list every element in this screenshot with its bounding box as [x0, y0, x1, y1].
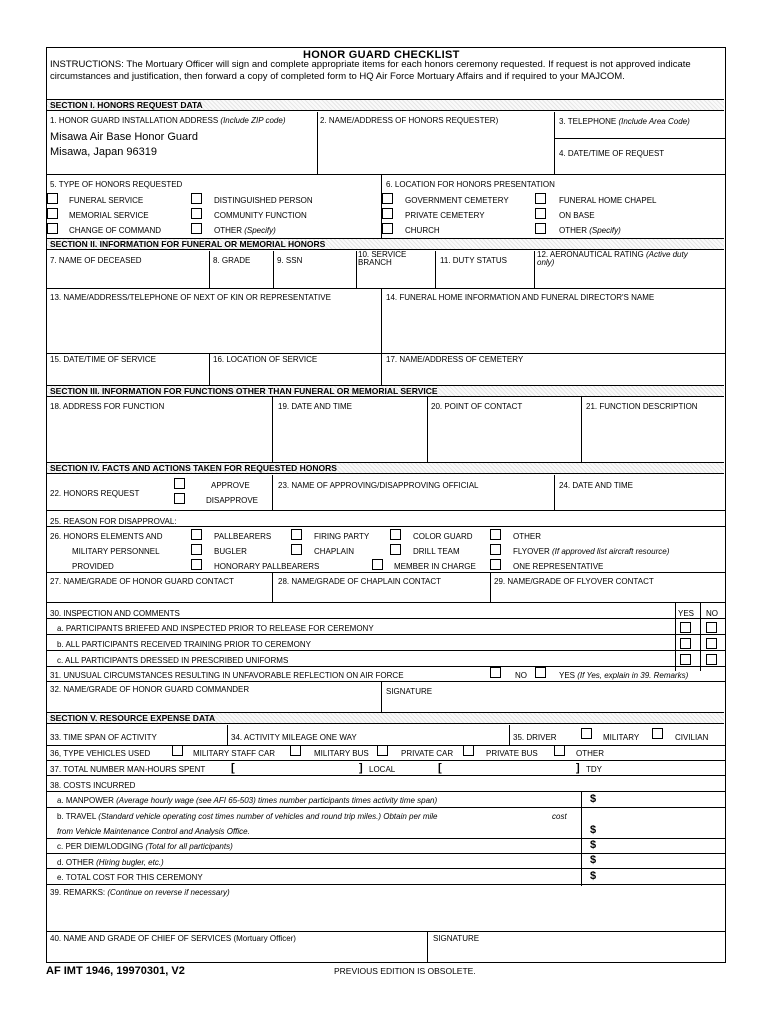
approve-label: APPROVE	[211, 481, 250, 490]
field-12-label: 12. AERONAUTICAL RATING (Active duty only)	[537, 250, 688, 267]
government-cemetery-checkbox[interactable]	[382, 193, 393, 204]
flyover-label: FLYOVER (If approved list aircraft resource)	[513, 547, 670, 556]
unusual-no-label: NO	[515, 671, 527, 680]
field-15-label: 15. DATE/TIME OF SERVICE	[50, 355, 156, 364]
field-38e-label: e. TOTAL COST FOR THIS CEREMONY	[57, 873, 203, 882]
firing-party-checkbox[interactable]	[291, 529, 302, 540]
community-function-checkbox[interactable]	[191, 208, 202, 219]
unusual-yes-checkbox[interactable]	[535, 667, 546, 678]
private-bus-label: PRIVATE BUS	[486, 749, 538, 758]
per-diem-dollar: $	[590, 839, 597, 851]
unusual-yes-label: YES (If Yes, explain in 39. Remarks)	[559, 671, 689, 680]
field-40-label: 40. NAME AND GRADE OF CHIEF OF SERVICES (Mortuary Officer)	[50, 934, 296, 943]
change-of-command-checkbox[interactable]	[47, 223, 58, 234]
on-base-checkbox[interactable]	[535, 208, 546, 219]
private-cemetery-checkbox[interactable]	[382, 208, 393, 219]
field-16-label: 16. LOCATION OF SERVICE	[213, 355, 318, 364]
field-30c-label: c. ALL PARTICIPANTS DRESSED IN PRESCRIBED UNIFORMS	[57, 656, 289, 665]
30a-yes-checkbox[interactable]	[680, 622, 691, 633]
field-31-label: 31. UNUSUAL CIRCUMSTANCES RESULTING IN UNFAVORABLE REFLECTION ON AIR FORCE	[50, 671, 404, 680]
section-1-header	[47, 99, 724, 111]
other-vehicle-checkbox[interactable]	[554, 745, 565, 756]
private-car-checkbox[interactable]	[377, 745, 388, 756]
flyover-checkbox[interactable]	[490, 544, 501, 555]
field-30b-label: b. ALL PARTICIPANTS RECEIVED TRAINING PRIOR TO CEREMONY	[57, 640, 311, 649]
field-38c-label: c. PER DIEM/LODGING (Total for all participants)	[57, 842, 233, 851]
field-18-label: 18. ADDRESS FOR FUNCTION	[50, 402, 165, 411]
field-24-label: 24. DATE AND TIME	[559, 481, 633, 490]
field-38d-label: d. OTHER (Hiring bugler, etc.)	[57, 858, 164, 867]
section-2-header	[47, 238, 724, 250]
field-38b-note2: from Vehicle Maintenance Control and Analysis Office.	[57, 827, 250, 836]
government-cemetery-label: GOVERNMENT CEMETERY	[405, 196, 509, 205]
section-5-header	[47, 712, 724, 724]
driver-military-checkbox[interactable]	[581, 728, 592, 739]
section-3-header	[47, 385, 724, 397]
section-3-title: SECTION III. INFORMATION FOR FUNCTIONS OTHER THAN FUNERAL OR MEMORIAL SERVICE	[50, 386, 438, 396]
no-column-header: NO	[706, 609, 718, 618]
private-car-label: PRIVATE CAR	[401, 749, 454, 758]
disapprove-checkbox[interactable]	[174, 493, 185, 504]
chief-signature-label: SIGNATURE	[433, 934, 480, 943]
funeral-service-checkbox[interactable]	[47, 193, 58, 204]
military-bus-checkbox[interactable]	[290, 745, 301, 756]
yes-column-header: YES	[678, 609, 695, 618]
private-bus-checkbox[interactable]	[463, 745, 474, 756]
form-title: HONOR GUARD CHECKLIST	[303, 49, 460, 61]
section-4-title: SECTION IV. FACTS AND ACTIONS TAKEN FOR REQUESTED HONORS	[50, 463, 337, 473]
manpower-dollar: $	[590, 793, 597, 805]
change-of-command-label: CHANGE OF COMMAND	[69, 226, 161, 235]
field-7-label: 7. NAME OF DECEASED	[50, 256, 142, 265]
obsolete-notice: PREVIOUS EDITION IS OBSOLETE.	[334, 966, 476, 976]
field-9-label: 9. SSN	[277, 256, 303, 265]
firing-party-label: FIRING PARTY	[314, 532, 370, 541]
member-in-charge-label: MEMBER IN CHARGE	[394, 562, 476, 571]
approve-checkbox[interactable]	[174, 478, 185, 489]
pallbearers-checkbox[interactable]	[191, 529, 202, 540]
disapprove-label: DISAPPROVE	[206, 496, 259, 505]
field-38b-label: b. TRAVEL (Standard vehicle operating cost times number of vehicles and round trip miles.) Obtain per mile	[57, 812, 438, 821]
30a-no-checkbox[interactable]	[706, 622, 717, 633]
field-5-label: 5. TYPE OF HONORS REQUESTED	[50, 180, 183, 189]
private-cemetery-label: PRIVATE CEMETERY	[405, 211, 485, 220]
field-33-label: 33. TIME SPAN OF ACTIVITY	[50, 733, 157, 742]
color-guard-label: COLOR GUARD	[413, 532, 473, 541]
tdy-bracket-open: [	[438, 762, 442, 774]
other-element-label: OTHER	[513, 532, 541, 541]
field-38-label: 38. COSTS INCURRED	[50, 781, 136, 790]
tdy-bracket-close: ]	[576, 762, 580, 774]
distinguished-person-checkbox[interactable]	[191, 193, 202, 204]
field-13-label: 13. NAME/ADDRESS/TELEPHONE OF NEXT OF KIN OR REPRESENTATIVE	[50, 293, 331, 302]
other-location-label: OTHER (Specify)	[559, 226, 621, 235]
one-representative-label: ONE REPRESENTATIVE	[513, 562, 604, 571]
memorial-service-checkbox[interactable]	[47, 208, 58, 219]
field-23-label: 23. NAME OF APPROVING/DISAPPROVING OFFICIAL	[278, 481, 479, 490]
drill-team-label: DRILL TEAM	[413, 547, 460, 556]
memorial-service-label: MEMORIAL SERVICE	[69, 211, 149, 220]
field-11-label: 11. DUTY STATUS	[440, 256, 507, 265]
drill-team-checkbox[interactable]	[390, 544, 401, 555]
military-staff-car-checkbox[interactable]	[172, 745, 183, 756]
tdy-label: TDY	[586, 765, 602, 774]
30c-yes-checkbox[interactable]	[680, 654, 691, 665]
bugler-checkbox[interactable]	[191, 544, 202, 555]
honor-guard-checklist-form	[46, 47, 726, 963]
other-element-checkbox[interactable]	[490, 529, 501, 540]
one-representative-checkbox[interactable]	[490, 559, 501, 570]
funeral-service-label: FUNERAL SERVICE	[69, 196, 144, 205]
30b-yes-checkbox[interactable]	[680, 638, 691, 649]
field-38b-cost: cost	[552, 812, 567, 821]
local-bracket-close: ]	[359, 762, 363, 774]
section-2-title: SECTION II. INFORMATION FOR FUNERAL OR MEMORIAL HONORS	[50, 239, 326, 249]
honorary-pallbearers-label: HONORARY PALLBEARERS	[214, 562, 320, 571]
chaplain-checkbox[interactable]	[291, 544, 302, 555]
instructions: INSTRUCTIONS: The Mortuary Officer will sign and complete appropriate items for each honors ceremony requested. If request is not approved indicate circumstances and justification, then forward a copy of completed form to HQ Air Force Mortuary Affairs and if required to your MAJCOM.	[50, 59, 691, 82]
color-guard-checkbox[interactable]	[390, 529, 401, 540]
church-label: CHURCH	[405, 226, 440, 235]
funeral-home-chapel-checkbox[interactable]	[535, 193, 546, 204]
unusual-no-checkbox[interactable]	[490, 667, 501, 678]
chaplain-label: CHAPLAIN	[314, 547, 355, 556]
military-bus-label: MILITARY BUS	[314, 749, 369, 758]
field-6-label: 6. LOCATION FOR HONORS PRESENTATION	[386, 180, 555, 189]
community-function-label: COMMUNITY FUNCTION	[214, 211, 307, 220]
field-4-label: 4. DATE/TIME OF REQUEST	[559, 149, 665, 158]
30c-no-checkbox[interactable]	[706, 654, 717, 665]
field-8-label: 8. GRADE	[213, 256, 251, 265]
driver-civilian-checkbox[interactable]	[652, 728, 663, 739]
field-26-label-line2: MILITARY PERSONNEL	[72, 547, 160, 556]
other-honors-checkbox[interactable]	[191, 223, 202, 234]
on-base-label: ON BASE	[559, 211, 595, 220]
driver-military-label: MILITARY	[603, 733, 640, 742]
field-35-label: 35. DRIVER	[513, 733, 557, 742]
field-29-label: 29. NAME/GRADE OF FLYOVER CONTACT	[494, 577, 654, 586]
section-4-header	[47, 462, 724, 474]
other-cost-dollar: $	[590, 854, 597, 866]
field-34-label: 34. ACTIVITY MILEAGE ONE WAY	[231, 733, 357, 742]
form-id: AF IMT 1946, 19970301, V2	[46, 965, 185, 977]
other-vehicle-label: OTHER	[576, 749, 604, 758]
field-20-label: 20. POINT OF CONTACT	[431, 402, 523, 411]
local-label: LOCAL	[369, 765, 396, 774]
field-22-label: 22. HONORS REQUEST	[50, 489, 140, 498]
travel-dollar: $	[590, 824, 597, 836]
field-25-label: 25. REASON FOR DISAPPROVAL:	[50, 517, 177, 526]
section-1-title: SECTION I. HONORS REQUEST DATA	[50, 100, 203, 110]
distinguished-person-label: DISTINGUISHED PERSON	[214, 196, 313, 205]
total-cost-dollar: $	[590, 870, 597, 882]
field-28-label: 28. NAME/GRADE OF CHAPLAIN CONTACT	[278, 577, 441, 586]
field-30-label: 30. INSPECTION AND COMMENTS	[50, 609, 180, 618]
field-27-label: 27. NAME/GRADE OF HONOR GUARD CONTACT	[50, 577, 234, 586]
other-honors-label: OTHER (Specify)	[214, 226, 276, 235]
member-in-charge-checkbox[interactable]	[372, 559, 383, 570]
field-3-label: 3. TELEPHONE (Include Area Code)	[559, 117, 690, 126]
field-36-label: 36, TYPE VEHICLES USED	[50, 749, 151, 758]
bugler-label: BUGLER	[214, 547, 247, 556]
other-location-checkbox[interactable]	[535, 223, 546, 234]
field-39-label: 39. REMARKS: (Continue on reverse if necessary)	[50, 888, 230, 897]
commander-signature-label: SIGNATURE	[386, 687, 433, 696]
church-checkbox[interactable]	[382, 223, 393, 234]
local-bracket-open: [	[231, 762, 235, 774]
field-21-label: 21. FUNCTION DESCRIPTION	[586, 402, 698, 411]
field-2-label: 2. NAME/ADDRESS OF HONORS REQUESTER)	[320, 116, 499, 125]
field-17-label: 17. NAME/ADDRESS OF CEMETERY	[386, 355, 524, 364]
pallbearers-label: PALLBEARERS	[214, 532, 272, 541]
30b-no-checkbox[interactable]	[706, 638, 717, 649]
field-37-label: 37. TOTAL NUMBER MAN-HOURS SPENT	[50, 765, 206, 774]
field-26-label-line3: PROVIDED	[72, 562, 114, 571]
field-19-label: 19. DATE AND TIME	[278, 402, 352, 411]
field-32-label: 32. NAME/GRADE OF HONOR GUARD COMMANDER	[50, 685, 250, 694]
field-26-label: 26. HONORS ELEMENTS AND	[50, 532, 163, 541]
funeral-home-chapel-label: FUNERAL HOME CHAPEL	[559, 196, 657, 205]
driver-civilian-label: CIVILIAN	[675, 733, 709, 742]
military-staff-car-label: MILITARY STAFF CAR	[193, 749, 276, 758]
field-14-label: 14. FUNERAL HOME INFORMATION AND FUNERAL DIRECTOR'S NAME	[386, 293, 655, 302]
field-1-label: 1. HONOR GUARD INSTALLATION ADDRESS (Include ZIP code)	[50, 116, 286, 125]
installation-address-line2[interactable]: Misawa, Japan 96319	[50, 146, 158, 158]
field-10-label: 10. SERVICE BRANCH	[358, 250, 407, 267]
field-38a-label: a. MANPOWER (Average hourly wage (see AFI 65-503) times number participants times activity time span)	[57, 796, 438, 805]
section-5-title: SECTION V. RESOURCE EXPENSE DATA	[50, 713, 216, 723]
field-30a-label: a. PARTICIPANTS BRIEFED AND INSPECTED PRIOR TO RELEASE FOR CEREMONY	[57, 624, 374, 633]
honorary-pallbearers-checkbox[interactable]	[191, 559, 202, 570]
installation-address-line1[interactable]: Misawa Air Base Honor Guard	[50, 131, 198, 143]
